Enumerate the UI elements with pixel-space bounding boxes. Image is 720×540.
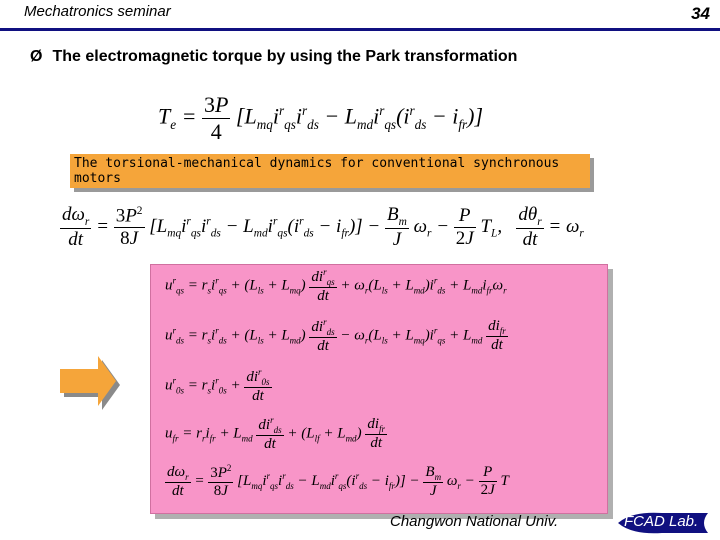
- state-equations-box: [150, 264, 608, 514]
- bullet-text: The electromagnetic torque by using the Park transformation: [52, 48, 518, 65]
- u-ds-equation: $u^r_{ds} = r_si^r_{ds} + (L_{ls} + L_{md})$ $\frac{di^r_{ds}}{dt}$ − $\omega_r(L_{ls} + L_{mq})i^r_{qs} + L_{md}$ $\frac{di_{fr}}{dt}$: [165, 317, 506, 354]
- u-fr-equation: $u_{fr} = r_ri_{fr} + L_{md}$ $\frac{di^r_{ds}}{dt}$ + $(L_{lf} + L_{md})$ $\frac{di_{fr}}{dt}$: [165, 415, 385, 452]
- header-rule: [0, 28, 720, 31]
- right-arrow-icon: [58, 356, 122, 410]
- header-title: Mechatronics seminar: [24, 3, 171, 20]
- footer-lab-logo: [612, 511, 712, 535]
- page-number: 34: [691, 4, 710, 23]
- omega-equation: $\frac{d\omega_r}{dt}$ = $\frac{3P^2}{8J}$ $[L_{mq}i^r_{qs}i^r_{ds} - L_{md}i^r_{qs}(i^r_{ds} - i_{fr})]$ − $\frac{B_m}{J}$ $\omega_r$ − $\frac{P}{2J}$ T: [167, 463, 509, 499]
- banner-line-1: The torsional-mechanical dynamics for conventional synchronous: [74, 156, 560, 171]
- footer-university: Changwon National Univ.: [390, 513, 559, 530]
- mechanical-equation: $\frac{d\omega_r}{dt}$ = $\frac{3P^2}{8J}$ $[L_{mq}i^r_{qs}i^r_{ds} - L_{md}i^r_{qs}(i^r_{ds} - i_{fr})]$ − $\frac{B_m}{J}$ $\omega_r$ − $\frac{P}{2J}$ $T_L$, $\frac{d\theta_r}{dt}$ = $\omega_r$: [62, 204, 584, 250]
- section-banner: [70, 154, 590, 188]
- u-qs-equation: $u^r_{qs} = r_si^r_{qs} + (L_{ls} + L_{mq})$ $\frac{di^r_{qs}}{dt}$ + $\omega_r(L_{ls} + L_{md})i^r_{ds} + L_{md}i_{fr}\omega_r$: [165, 267, 507, 304]
- banner-line-2: motors: [74, 171, 121, 186]
- u-0s-equation: $u^r_{0s} = r_si^r_{0s}$ + $\frac{di^r_{0s}}{dt}$: [165, 367, 270, 404]
- footer-lab-label: FCAD Lab.: [624, 513, 699, 530]
- bullet-heading: [30, 48, 517, 66]
- bullet-marker: Ø: [30, 48, 43, 65]
- torque-equation: $T_e$ = $\frac{3P}{4}$ $[L_{mq}i^r_{qs}i^r_{ds} - L_{md}i^r_{qs}(i^r_{ds} - i_{fr})]$: [158, 92, 484, 144]
